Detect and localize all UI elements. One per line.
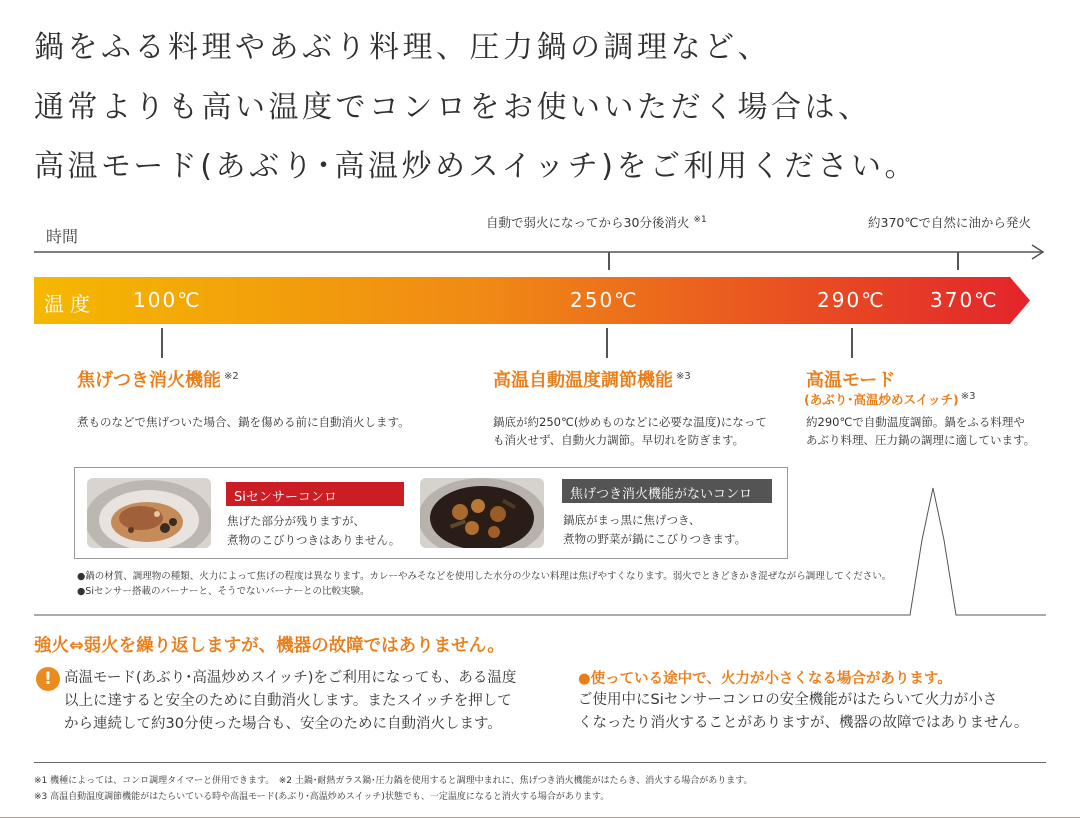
no-feature-result: 鍋底がまっ黒に焦げつき、 煮物の野菜が鍋にこびりつきます。 [563, 513, 747, 546]
annotation-auto-off: 自動で弱火になってから30分後消火 $^{※1}$ [486, 214, 707, 230]
note-burn-variation: ●鍋の材質、調理物の種類、火力によって焦げの程度は異なります。カレーやみそなどを使用した水分の少ない料理は焦げやすくなります。弱火でときどきかき混ぜながら調理してください。 [77, 571, 892, 582]
label-no-feature: 焦げつき消火機能がないコンロ [562, 479, 772, 503]
feature-auto-temp-desc: 鍋底が約250℃(炒めものなどに必要な温度)になって も消火せず、自動火力調節。早切れを防ぎます。 [493, 415, 767, 447]
feature-high-mode-desc: 約290℃で自動温度調節。鍋をふる料理や あぶり料理、圧力鍋の調理に適しています。 [806, 415, 1036, 447]
feature-auto-temp-title: 高温自動温度調節機能 $^{※3}$ [493, 370, 691, 391]
feature-burn-off-title: 焦げつき消火機能 $^{※2}$ [77, 370, 239, 391]
footer-divider [34, 762, 1046, 763]
temp-100: 100℃ [133, 288, 202, 312]
temp-250: 250℃ [570, 288, 639, 312]
warning-body: 高温モード(あぶり･高温炒めスイッチ)をご利用になっても、ある温度 以上に達すると安全のために自動消火します。またスイッチを押して から連続して約30分使った場合も、安全のために自動消火します。 [64, 670, 517, 732]
footnote-1-2: ※1 機種によっては、コンロ調理タイマーと併用できます。 ※2 土鍋･耐熱ガラス鍋･圧力鍋を使用すると調理中まれに、焦げつき消火機能がはたらき、消火する場合があります。 [34, 776, 753, 786]
note-comparison: ●Siセンサー搭載のバーナーと、そうでないバーナーとの比較実験。 [77, 586, 370, 597]
temp-370: 370℃ [930, 288, 999, 312]
temperature-spike-line [34, 480, 1048, 620]
exclamation-icon: ! [36, 667, 60, 691]
tick-100 [161, 328, 163, 358]
label-si-sensor: Siセンサーコンロ [226, 482, 404, 506]
temp-290: 290℃ [817, 288, 886, 312]
annotation-ignition: 約370℃で自然に油から発火 [868, 215, 1031, 230]
time-axis-arrow [34, 242, 1050, 262]
feature-high-mode-title: 高温モード [806, 370, 896, 391]
feature-high-mode-subtitle: (あぶり･高温炒めスイッチ) $^{※3}$ [804, 390, 976, 407]
flame-note-body: ご使用中にSiセンサーコンロの安全機能がはたらいて火力が小さ くなったり消火することがありますが、機器の故障ではありません。 [578, 692, 1029, 731]
headline-line-3: 高温モード(あぶり･高温炒めスイッチ)をご利用ください。 [34, 149, 919, 184]
timeline-tick-ignition [957, 252, 959, 270]
warning-headline: 強火⇔弱火を繰り返しますが、機器の故障ではありません。 [34, 636, 505, 656]
temperature-label: 温度 [44, 292, 96, 316]
tick-250 [606, 328, 608, 358]
si-sensor-result: 焦げた部分が残りますが、 煮物のこびりつきはありません。 [227, 514, 401, 547]
tick-290 [851, 328, 853, 358]
headline-line-2: 通常よりも高い温度でコンロをお使いいただく場合は、 [34, 90, 872, 125]
flame-note-headline: ●使っている途中で、火力が小さくなる場合があります。 [578, 671, 952, 687]
footnote-3: ※3 高温自動温度調節機能がはたらいている時や高温モード(あぶり･高温炒めスイッチ)状態でも、一定温度になると消火する場合があります。 [34, 792, 610, 802]
feature-burn-off-desc: 煮ものなどで焦げついた場合、鍋を傷める前に自動消火します。 [77, 415, 410, 429]
headline-line-1: 鍋をふる料理やあぶり料理、圧力鍋の調理など、 [34, 30, 771, 65]
timeline-tick-auto-off [608, 252, 610, 270]
time-axis-label: 時間 [46, 227, 79, 246]
